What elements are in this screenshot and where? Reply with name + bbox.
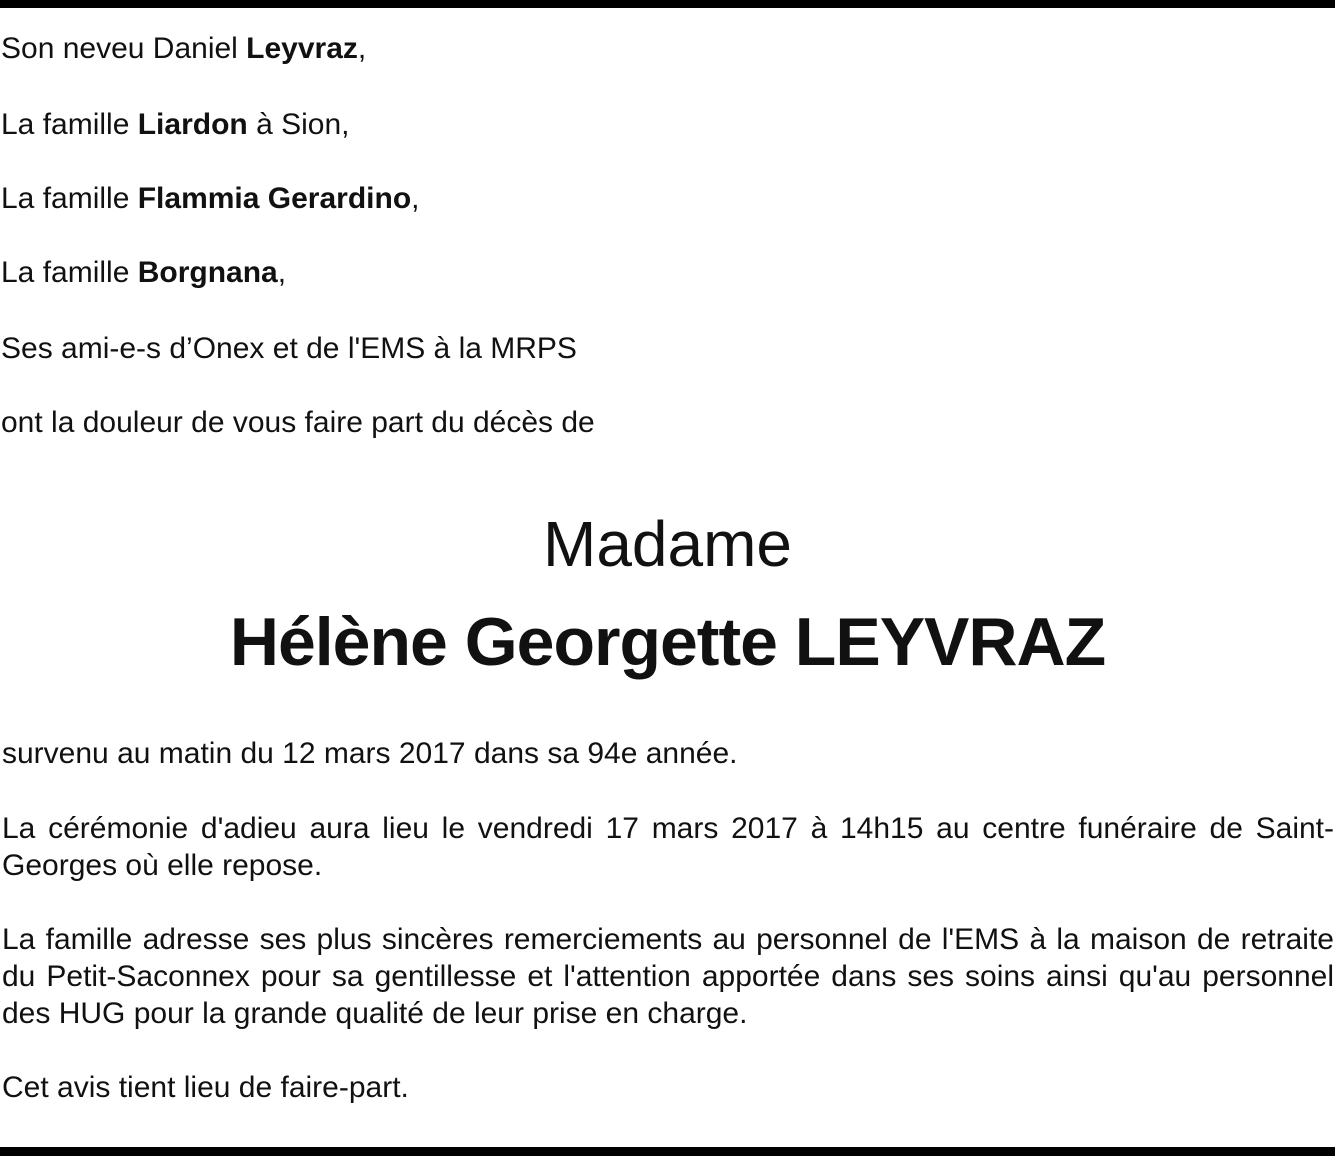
- sender-name: Leyvraz: [246, 32, 358, 65]
- sender-name: Borgnana: [137, 256, 278, 289]
- announcement-line: ont la douleur de vous faire part du décès de: [1, 406, 595, 439]
- top-rule: [0, 0, 1335, 8]
- deceased-honorific: Madame: [543, 508, 792, 580]
- deceased-name: Hélène Georgette LEYVRAZ: [229, 604, 1106, 680]
- sender-line-family-liardon: La famille Liardon à Sion,: [1, 108, 350, 141]
- sender-line-nephew: Son neveu Daniel Leyvraz,: [1, 32, 367, 65]
- closing-paragraph: Cet avis tient lieu de faire-part.: [2, 1071, 409, 1104]
- sender-line-friends: Ses ami-e-s d’Onex et de l'EMS à la MRPS: [1, 332, 577, 365]
- thanks-paragraph: La famille adresse ses plus sincères remerciements au personnel de l'EMS à la maison de retraite du Petit-Saconnex pour sa gentillesse et l'attention apportée dans ses soins ainsi qu'au personnel des HUG pour la grande qualité de leur prise en charge.: [2, 923, 1334, 1030]
- death-info-paragraph: survenu au matin du 12 mars 2017 dans sa 94e année.: [2, 737, 738, 770]
- sender-name: Flammia Gerardino: [137, 182, 412, 215]
- ceremony-paragraph: La cérémonie d'adieu aura lieu le vendredi 17 mars 2017 à 14h15 au centre funéraire de Saint-Georges où elle repose.: [2, 812, 1334, 882]
- bottom-rule: [0, 1147, 1335, 1156]
- sender-line-family-borgnana: La famille Borgnana,: [1, 256, 287, 289]
- sender-line-family-flammia: La famille Flammia Gerardino,: [1, 182, 420, 215]
- sender-name: Liardon: [137, 108, 248, 141]
